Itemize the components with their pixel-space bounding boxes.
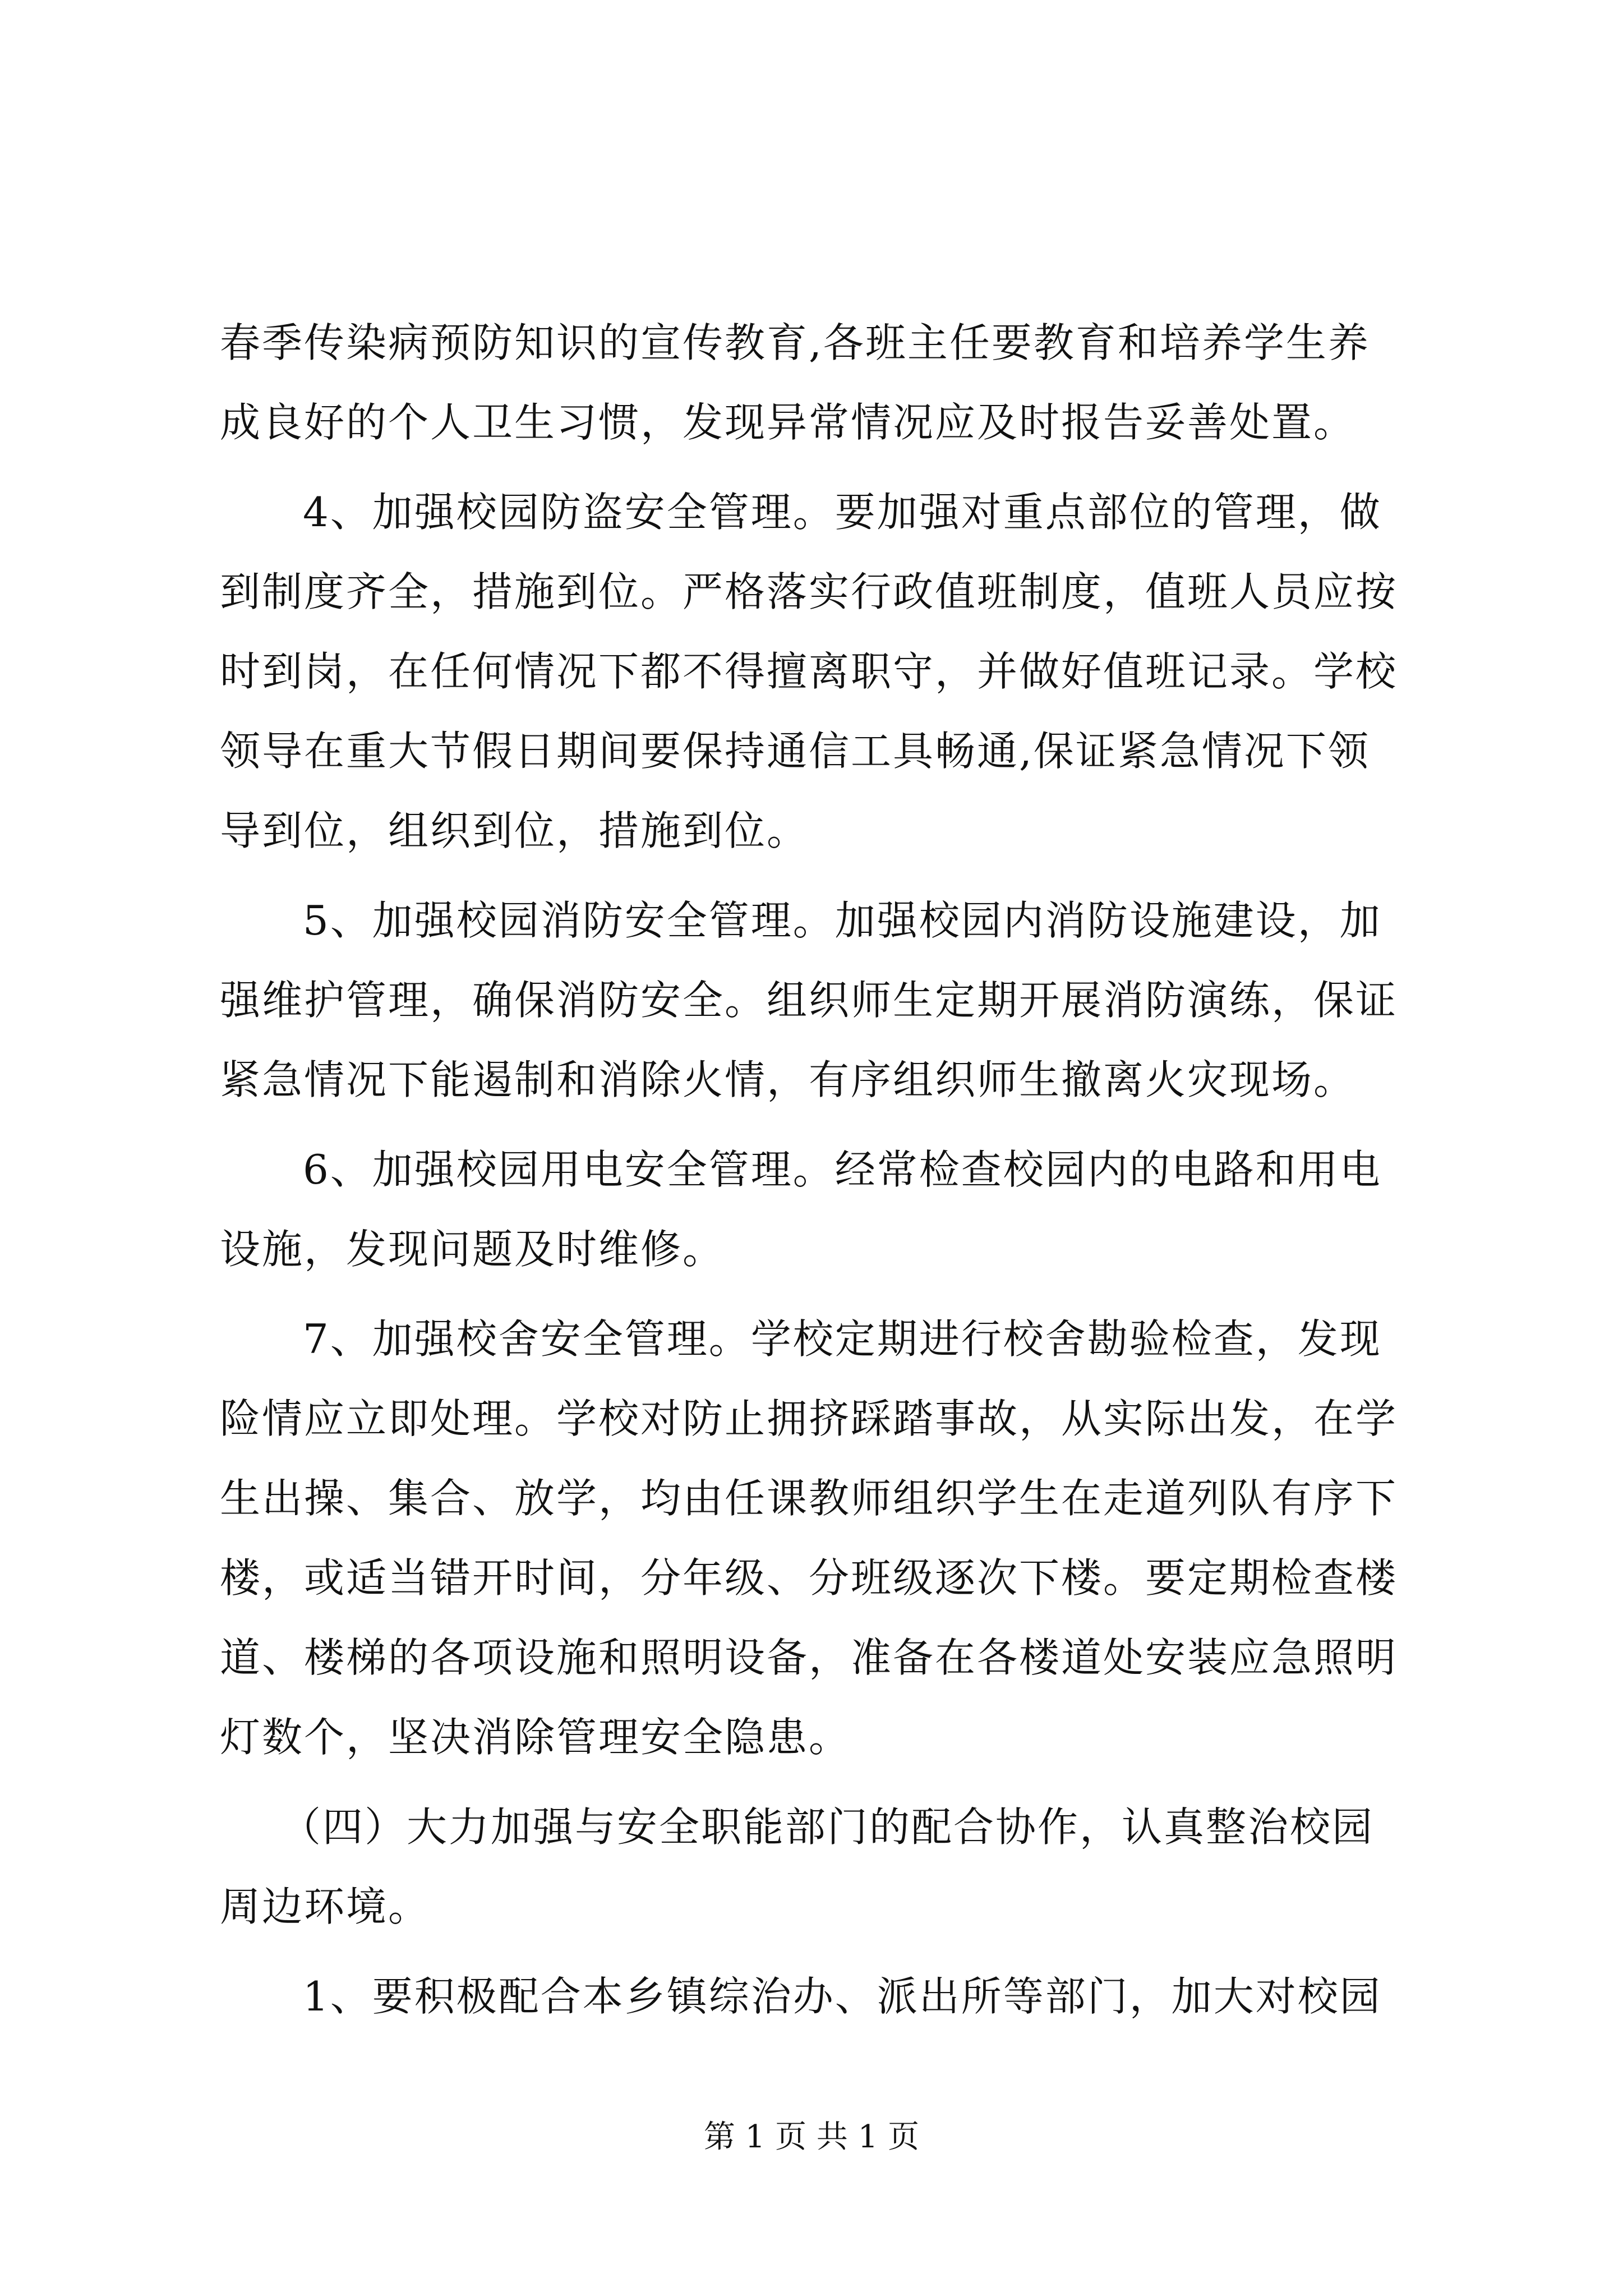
text-line: 紧急情况下能遏制和消除火情，有序组织师生撤离火灾现场。 xyxy=(220,1056,1356,1103)
section-heading-four: （四）大力加强与安全职能部门的配合协作，认真整治校园 xyxy=(280,1803,1375,1851)
paragraph-item-4: 4、加强校园防盗安全管理。要加强对重点部位的管理，做 xyxy=(303,489,1382,536)
text-line: 周边环境。 xyxy=(220,1883,431,1930)
text-line: 强维护管理，确保消防安全。组织师生定期开展消防演练，保证 xyxy=(220,977,1398,1024)
text-line: 生出操、集合、放学，均由任课教师组织学生在走道列队有序下 xyxy=(220,1475,1398,1522)
paragraph-item-6: 6、加强校园用电安全管理。经常检查校园内的电路和用电 xyxy=(303,1146,1382,1193)
paragraph-item-7: 7、加强校舍安全管理。学校定期进行校舍勘验检查，发现 xyxy=(303,1315,1382,1363)
text-line: 成良好的个人卫生习惯，发现异常情况应及时报告妥善处置。 xyxy=(220,399,1356,446)
document-body xyxy=(220,303,1409,2036)
text-line: 领导在重大节假日期间要保持通信工具畅通,保证紧急情况下领 xyxy=(220,728,1370,775)
text-line: 到制度齐全，措施到位。严格落实行政值班制度，值班人员应按 xyxy=(220,568,1398,615)
paragraph-item-1: 1、要积极配合本乡镇综治办、派出所等部门，加大对校园 xyxy=(303,1973,1382,2020)
text-line: 时到岗，在任何情况下都不得擅离职守，并做好值班记录。学校 xyxy=(220,648,1398,695)
text-line: 险情应立即处理。学校对防止拥挤踩踏事故，从实际出发，在学 xyxy=(220,1395,1398,1442)
text-line: 灯数个，坚决消除管理安全隐患。 xyxy=(220,1714,851,1761)
text-line: 设施，发现问题及时维修。 xyxy=(220,1226,725,1273)
text-line: 春季传染病预防知识的宣传教育,各班主任要教育和培养学生养 xyxy=(220,319,1370,366)
page-number-footer: 第 1 页 共 1 页 xyxy=(703,2119,920,2155)
paragraph-item-5: 5、加强校园消防安全管理。加强校园内消防设施建设，加 xyxy=(303,897,1382,944)
text-line: 楼，或适当错开时间，分年级、分班级逐次下楼。要定期检查楼 xyxy=(220,1554,1398,1602)
text-line: 道、楼梯的各项设施和照明设备，准备在各楼道处安装应急照明 xyxy=(220,1634,1398,1681)
text-line: 导到位，组织到位，措施到位。 xyxy=(220,807,809,854)
